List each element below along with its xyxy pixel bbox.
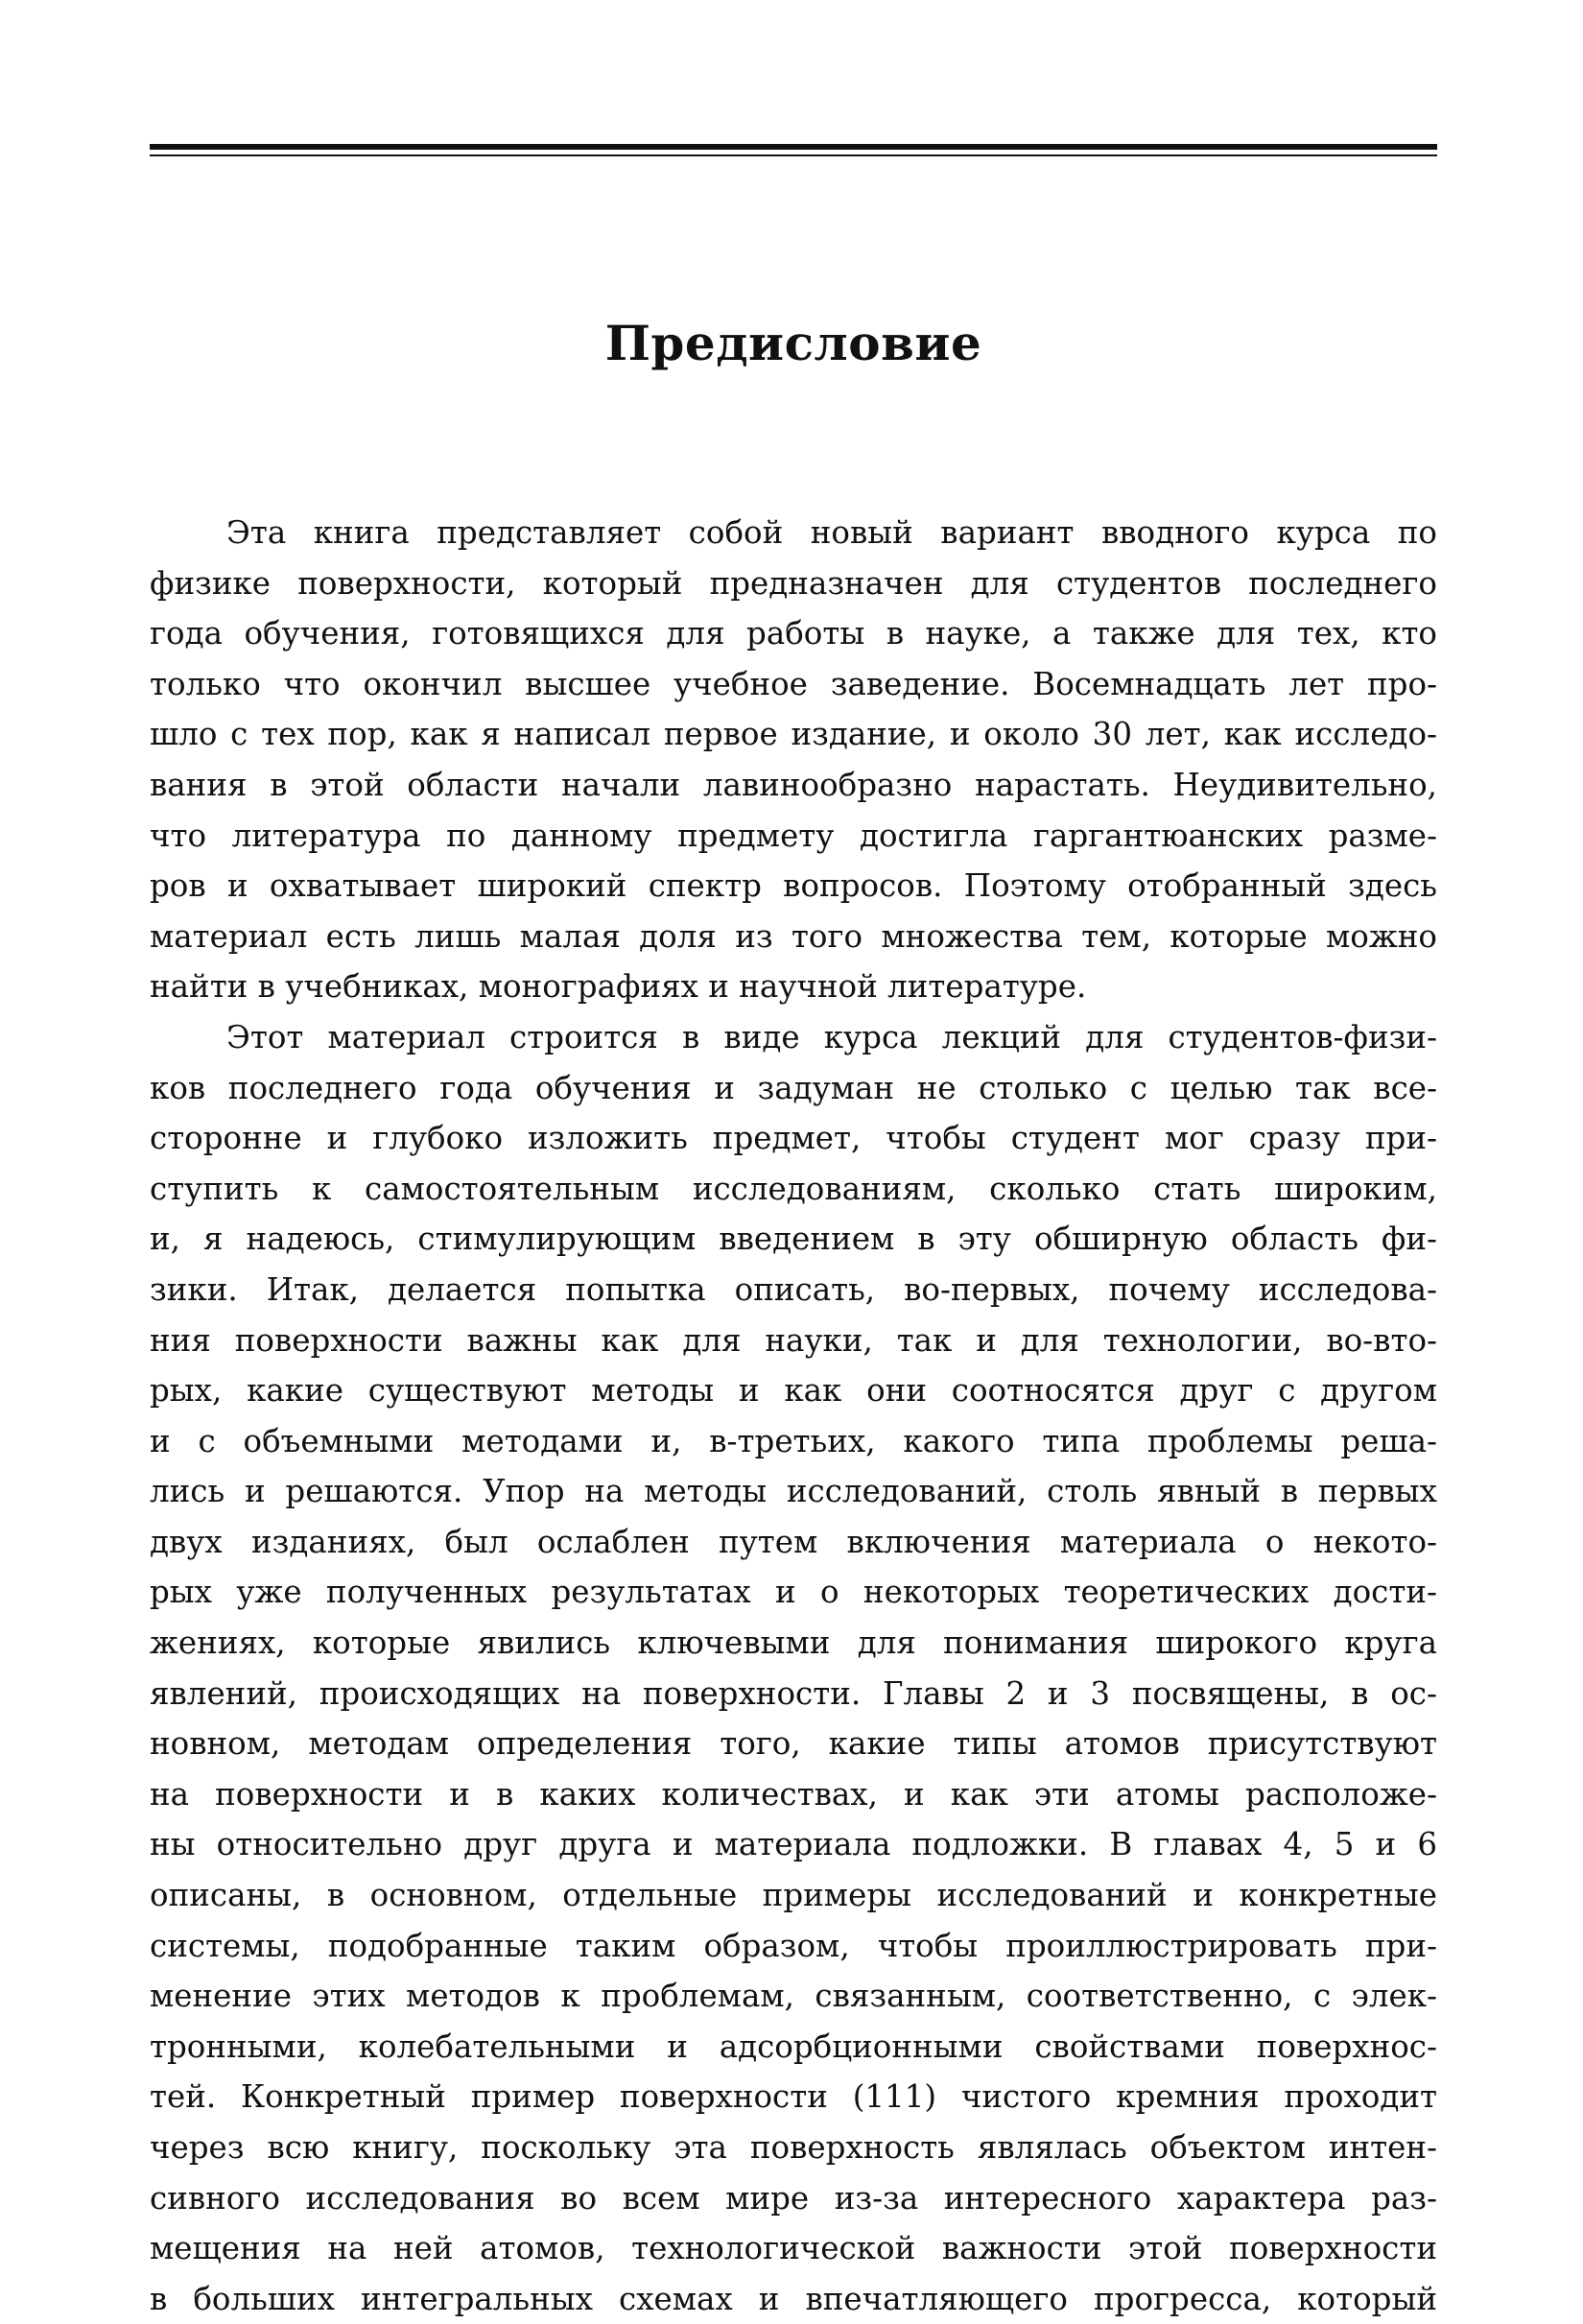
- text-line: года обучения, готовящихся для работы в науке, а также для тех, кто: [150, 615, 1437, 652]
- text-line: и, я надеюсь, стимулирующим введением в эту обширную область фи-: [150, 1221, 1437, 1258]
- header-rule-thick: [150, 144, 1437, 150]
- text-line: Эта книга представляет собой новый вариант вводного курса по: [226, 514, 1437, 551]
- text-line: менение этих методов к проблемам, связанным, соответственно, с элек-: [150, 1978, 1437, 2015]
- text-line: найти в учебниках, монографиях и научной литературе.: [150, 968, 1087, 1006]
- text-line: рых уже полученных результатах и о некоторых теоретических дости-: [150, 1574, 1437, 1611]
- text-line: только что окончил высшее учебное заведение. Восемнадцать лет про-: [150, 665, 1437, 702]
- text-line: через всю книгу, поскольку эта поверхность являлась объектом интен-: [150, 2129, 1437, 2166]
- text-line: что литература по данному предмету достигла гаргантюанских разме-: [150, 817, 1437, 854]
- text-line: физике поверхности, который предназначен для студентов последнего: [150, 564, 1437, 602]
- text-line: в больших интегральных схемах и впечатляющего прогресса, который: [150, 2280, 1437, 2317]
- text-line: мещения на ней атомов, технологической важности этой поверхности: [150, 2230, 1437, 2267]
- text-line: на поверхности и в каких количествах, и как эти атомы расположе-: [150, 1775, 1437, 1813]
- text-line: явлений, происходящих на поверхности. Главы 2 и 3 посвящены, в ос-: [150, 1674, 1437, 1712]
- text-line: рых, какие существуют методы и как они соотносятся друг с другом: [150, 1372, 1437, 1410]
- text-line: ров и охватывает широкий спектр вопросов. Поэтому отобранный здесь: [150, 867, 1437, 905]
- text-line: двух изданиях, был ослаблен путем включения материала о некото-: [150, 1523, 1437, 1560]
- text-line: материал есть лишь малая доля из того множества тем, которые можно: [150, 917, 1437, 955]
- text-line: лись и решаются. Упор на методы исследований, столь явный в первых: [150, 1473, 1437, 1510]
- text-line: системы, подобранные таким образом, чтобы проиллюстрировать при-: [150, 1927, 1437, 1964]
- text-line: ков последнего года обучения и задуман не столько с целью так все-: [150, 1069, 1437, 1106]
- page-title: Предисловие: [604, 315, 982, 371]
- text-line: описаны, в основном, отдельные примеры исследований и конкретные: [150, 1877, 1437, 1914]
- body-text: [150, 508, 1437, 2324]
- text-line: зики. Итак, делается попытка описать, во-первых, почему исследова-: [150, 1270, 1437, 1308]
- header-rule-thin: [150, 154, 1437, 156]
- text-line: сторонне и глубоко изложить предмет, чтобы студент мог сразу при-: [150, 1120, 1437, 1157]
- text-line: тронными, колебательными и адсорбционными свойствами поверхнос-: [150, 2028, 1437, 2065]
- text-line: шло с тех пор, как я написал первое издание, и около 30 лет, как исследо-: [150, 716, 1437, 753]
- text-line: жениях, которые явились ключевыми для понимания широкого круга: [150, 1624, 1437, 1662]
- text-line: вания в этой области начали лавинообразно нарастать. Неудивительно,: [150, 766, 1437, 803]
- text-line: ны относительно друг друга и материала подложки. В главах 4, 5 и 6: [150, 1826, 1437, 1863]
- text-line: тей. Конкретный пример поверхности (111) чистого кремния проходит: [150, 2078, 1437, 2116]
- text-line: Этот материал строится в виде курса лекций для студентов-физи-: [226, 1018, 1437, 1055]
- text-line: ступить к самостоятельным исследованиям, сколько стать широким,: [150, 1170, 1437, 1207]
- text-line: новном, методам определения того, какие типы атомов присутствуют: [150, 1725, 1437, 1763]
- text-line: и с объемными методами и, в-третьих, какого типа проблемы реша-: [150, 1422, 1437, 1459]
- text-line: ния поверхности важны как для науки, так и для технологии, во-вто-: [150, 1321, 1437, 1359]
- text-line: сивного исследования во всем мире из-за интересного характера раз-: [150, 2179, 1437, 2217]
